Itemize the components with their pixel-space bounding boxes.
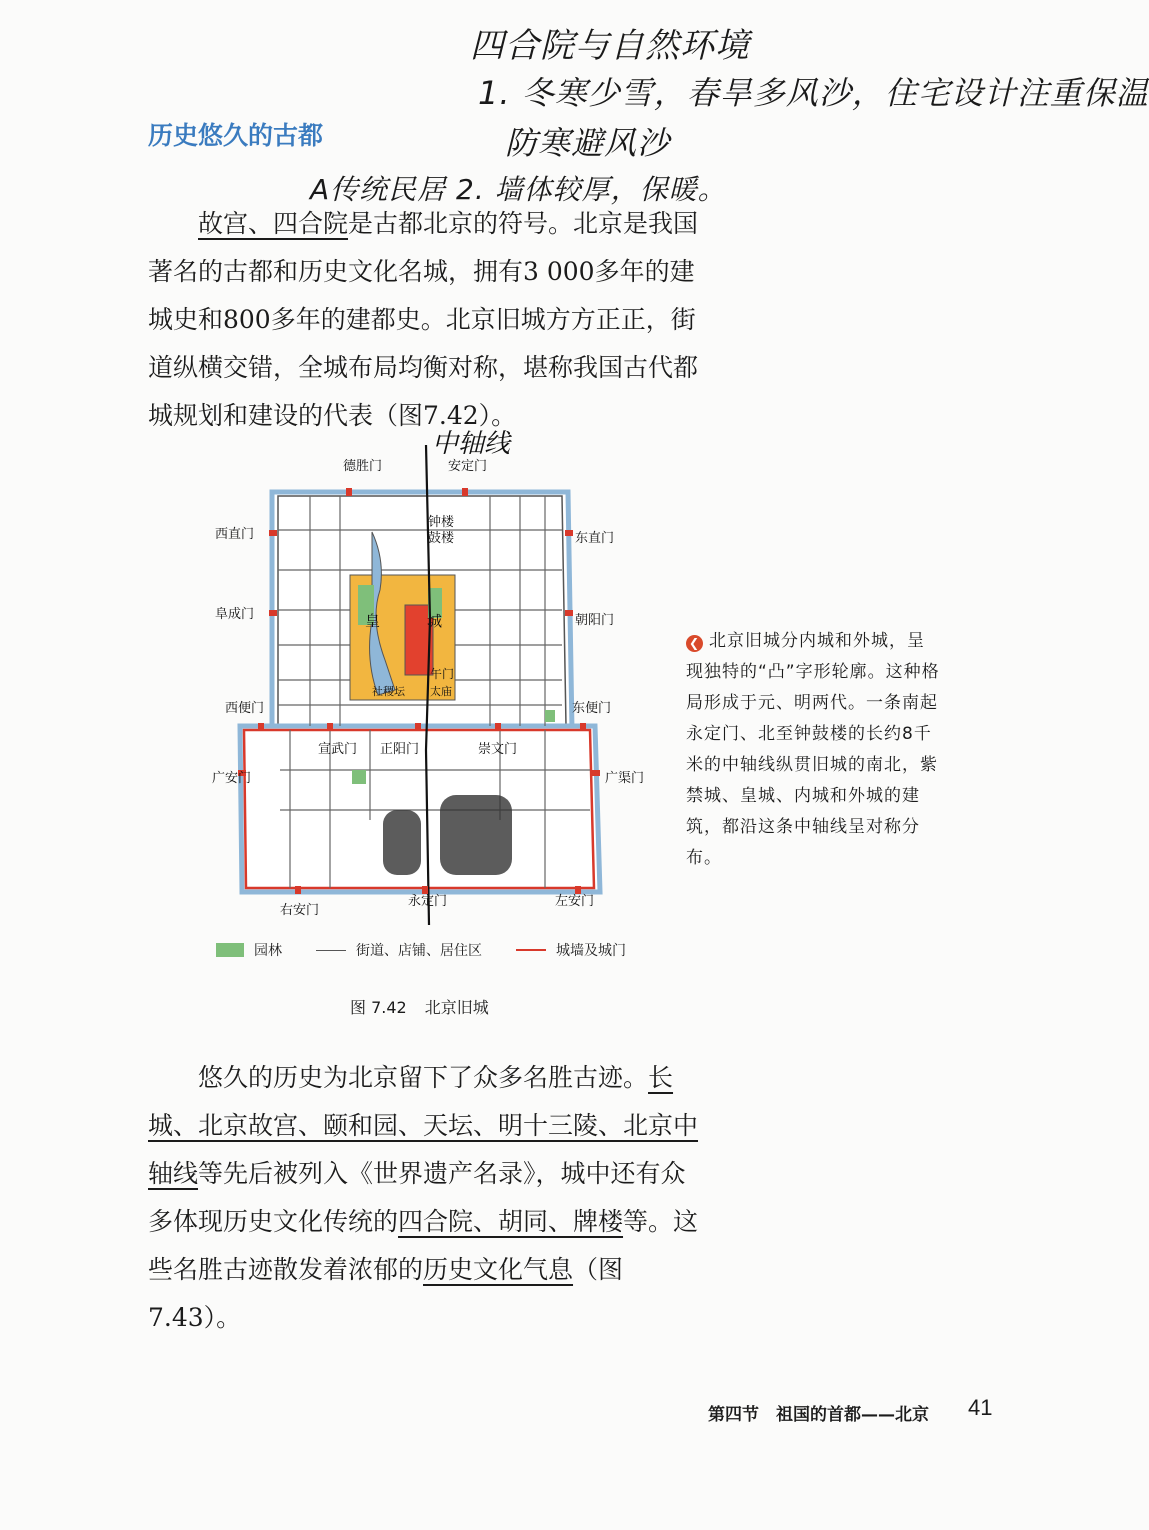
paragraph-text: 是古都北京的符号。北京是我国著名的古都和历史文化名城，拥有3 000多年的建城史和800多年的建都史。北京旧城方方正正，街道纵横交错，全城布局均衡对称，堪称我国古代都城规划和建设的代表（图7.42）。: [148, 209, 699, 430]
label-dongzhimen: 东直门: [575, 531, 615, 546]
label-yongdingmen: 永定门: [408, 894, 448, 909]
side-caption: [686, 626, 940, 874]
handwritten-note-2: A传统民居 2. 墙体较厚，保暖。: [310, 173, 727, 206]
label-xizhimen: 西直门: [215, 527, 255, 542]
underlined-phrase: 长城、北京故宫、颐和园、天坛、明十三陵、北京中轴线: [148, 1063, 699, 1188]
paragraph-text: 悠久的历史为北京留下了众多名胜古迹。: [198, 1063, 649, 1092]
garden-swatch-icon: [216, 943, 244, 957]
beijing-old-city-map: [200, 420, 660, 980]
label-guangqumen: 广渠门: [605, 771, 645, 786]
underlined-phrase: 历史文化气息: [423, 1255, 574, 1284]
label-chaoyangmen: 朝阳门: [575, 613, 615, 628]
label-andingmen: 安定门: [448, 459, 488, 474]
legend-streets: [316, 940, 482, 960]
paragraph-1: [148, 200, 708, 440]
label-huang: 皇: [365, 612, 381, 630]
underlined-phrase: 四合院、胡同、牌楼: [398, 1207, 624, 1236]
label-youanmen: 右安门: [280, 903, 320, 918]
label-xuanwumen: 宣武门: [318, 742, 358, 757]
label-fuchengmen: 阜成门: [215, 607, 255, 622]
section-title: 历史悠久的古都: [148, 121, 324, 150]
figure-number: 图 7.42: [350, 998, 407, 1017]
street-line-icon: [316, 950, 346, 951]
label-zhengyangmen: 正阳门: [380, 742, 420, 757]
label-dongbianmen: 东便门: [572, 701, 612, 716]
label-wumen: 午门: [430, 667, 455, 681]
label-chongwenmen: 崇文门: [478, 742, 518, 757]
paragraph-2: [148, 1054, 708, 1342]
legend-streets-label: 街道、店铺、居住区: [356, 943, 482, 959]
legend-garden: [216, 940, 282, 960]
figure-title: 北京旧城: [424, 998, 489, 1017]
legend-walls-label: 城墙及城门: [556, 943, 626, 959]
legend-garden-label: 园林: [254, 943, 282, 959]
underlined-phrase: 故宫、四合院: [198, 209, 349, 238]
page-number: 41: [968, 1395, 993, 1420]
paragraph-text: 等先后被列入《世界遗产名录》，城中还有众多体现历史文化传统的: [148, 1159, 686, 1236]
map-svg: [200, 420, 660, 980]
label-zhonglou: 钟楼: [428, 515, 455, 530]
side-caption-text: 北京旧城分内城和外城，呈现独特的“凸”字形轮廓。这种格局形成于元、明两代。一条南起永定门、北至钟鼓楼的长约8千米的中轴线纵贯旧城的南北，紫禁城、皇城、内城和外城的建筑，都沿这条中轴线呈对称分布。: [686, 631, 940, 868]
label-sheji: 社稷坛: [372, 685, 405, 698]
label-deshengmen: 德胜门: [343, 459, 383, 474]
label-taimiao: 太庙: [430, 685, 452, 698]
handwritten-note-1: 1. 冬寒少雪，春旱多风沙，住宅设计注重保温: [478, 74, 1149, 112]
handwritten-note-title: 四合院与自然环境: [470, 26, 750, 66]
label-xibianmen: 西便门: [225, 701, 265, 716]
arrow-left-icon: ❮: [686, 635, 703, 652]
footer-section-title: 第四节 祖国的首都——北京: [708, 1405, 929, 1425]
label-cheng: 城: [427, 612, 443, 630]
figure-caption: [350, 995, 489, 1018]
label-zuoanmen: 左安门: [555, 894, 595, 909]
handwritten-note-1-cont: 防寒避风沙: [505, 124, 671, 162]
paragraph-text: 等。这些名胜古迹散发着浓郁的: [148, 1207, 699, 1284]
paragraph-text: （图7.43）。: [148, 1255, 624, 1332]
label-guanganmen: 广安门: [212, 771, 252, 786]
legend-walls: [516, 940, 626, 960]
label-gulou: 鼓楼: [428, 531, 455, 546]
wall-line-icon: [516, 949, 546, 951]
handwritten-axis-note: 中轴线: [432, 429, 511, 459]
